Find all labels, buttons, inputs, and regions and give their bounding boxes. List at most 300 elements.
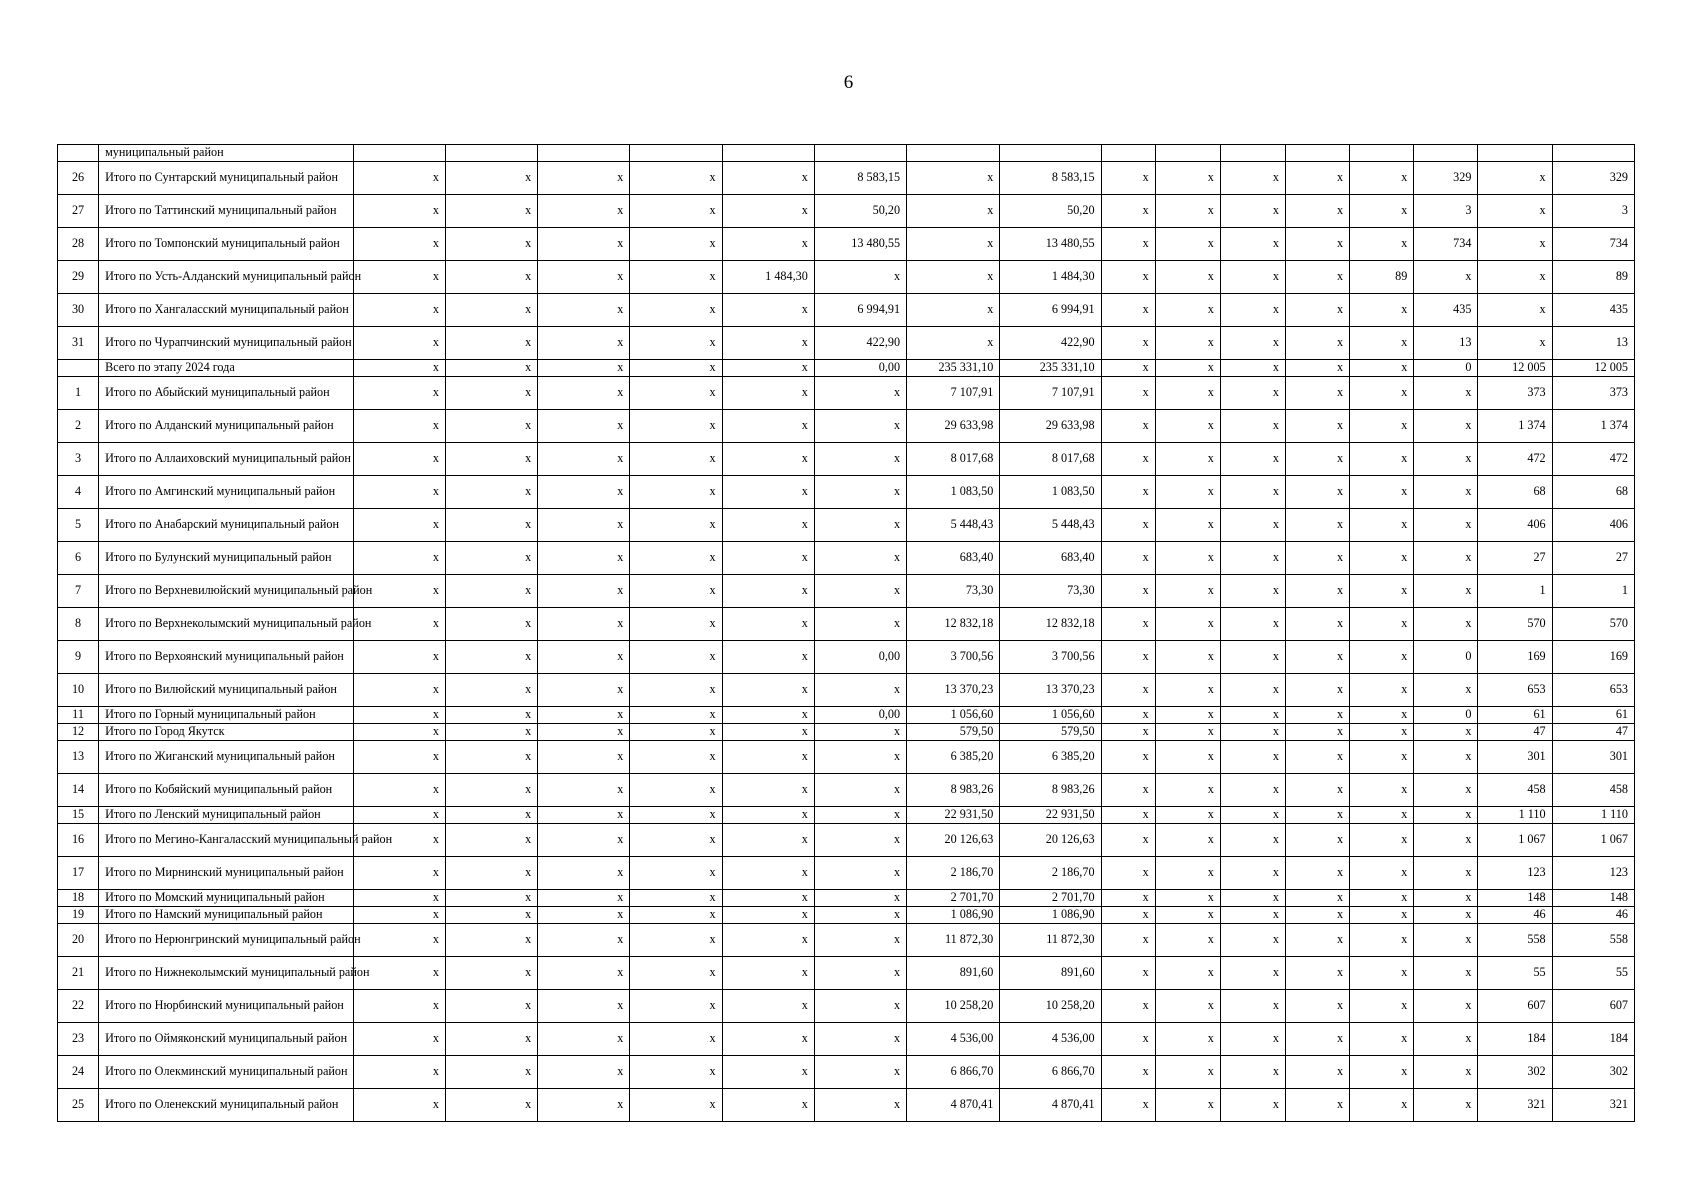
value-cell: x <box>1414 608 1478 641</box>
value-cell: x <box>1101 542 1155 575</box>
value-cell: x <box>1155 857 1220 890</box>
value-cell: x <box>1220 509 1285 542</box>
value-cell: x <box>1220 228 1285 261</box>
value-cell: 579,50 <box>907 724 1000 741</box>
value-cell: 123 <box>1552 857 1634 890</box>
value-cell: 734 <box>1552 228 1634 261</box>
value-cell: x <box>1155 1089 1220 1122</box>
value-cell: 301 <box>1478 741 1552 774</box>
table-row <box>58 1056 1635 1089</box>
value-cell: x <box>814 476 906 509</box>
value-cell: 607 <box>1478 990 1552 1023</box>
value-cell: x <box>1350 824 1414 857</box>
value-cell: x <box>538 542 630 575</box>
value-cell: 46 <box>1478 907 1552 924</box>
value-cell: x <box>722 360 814 377</box>
value-cell: x <box>1350 774 1414 807</box>
value-cell: 235 331,10 <box>1000 360 1101 377</box>
value-cell: x <box>1155 674 1220 707</box>
value-cell: 891,60 <box>1000 957 1101 990</box>
value-cell: x <box>1285 890 1349 907</box>
value-cell: 22 931,50 <box>1000 807 1101 824</box>
value-cell: x <box>353 377 445 410</box>
district-name-cell: Итого по Абыйский муниципальный район <box>99 377 354 410</box>
value-cell: x <box>353 907 445 924</box>
value-cell: 2 186,70 <box>1000 857 1101 890</box>
value-cell: x <box>1285 707 1349 724</box>
table-row <box>58 476 1635 509</box>
value-cell: x <box>1155 377 1220 410</box>
value-cell: x <box>445 707 537 724</box>
value-cell: x <box>630 957 722 990</box>
value-cell: x <box>1220 924 1285 957</box>
value-cell: x <box>1220 608 1285 641</box>
value-cell: 8 583,15 <box>1000 162 1101 195</box>
table-row <box>58 228 1635 261</box>
value-cell: x <box>538 741 630 774</box>
value-cell: x <box>1350 542 1414 575</box>
value-cell: 1 374 <box>1552 410 1634 443</box>
value-cell: x <box>722 162 814 195</box>
value-cell: x <box>1414 807 1478 824</box>
table-row <box>58 957 1635 990</box>
value-cell: x <box>445 410 537 443</box>
value-cell: x <box>538 890 630 907</box>
value-cell: x <box>538 774 630 807</box>
value-cell: x <box>445 824 537 857</box>
value-cell: 123 <box>1478 857 1552 890</box>
value-cell <box>1101 145 1155 162</box>
value-cell: x <box>1220 476 1285 509</box>
value-cell <box>1350 145 1414 162</box>
value-cell: 2 186,70 <box>907 857 1000 890</box>
value-cell: x <box>1285 443 1349 476</box>
value-cell: x <box>353 924 445 957</box>
value-cell: x <box>814 410 906 443</box>
value-cell: x <box>1414 1056 1478 1089</box>
district-name-cell: Итого по Олекминский муниципальный район <box>99 1056 354 1089</box>
value-cell: x <box>1101 774 1155 807</box>
value-cell: x <box>1414 957 1478 990</box>
value-cell: x <box>1220 195 1285 228</box>
value-cell: x <box>353 1023 445 1056</box>
value-cell: x <box>538 707 630 724</box>
value-cell: x <box>814 1089 906 1122</box>
value-cell: x <box>722 294 814 327</box>
value-cell: x <box>353 707 445 724</box>
value-cell: 607 <box>1552 990 1634 1023</box>
value-cell: x <box>630 741 722 774</box>
value-cell: 6 866,70 <box>1000 1056 1101 1089</box>
table-row <box>58 509 1635 542</box>
value-cell: x <box>1101 890 1155 907</box>
value-cell: x <box>630 857 722 890</box>
value-cell: x <box>630 724 722 741</box>
value-cell: 422,90 <box>814 327 906 360</box>
value-cell: x <box>1285 327 1349 360</box>
district-name-cell: Итого по Алданский муниципальный район <box>99 410 354 443</box>
value-cell: 1 083,50 <box>907 476 1000 509</box>
value-cell: 4 870,41 <box>907 1089 1000 1122</box>
value-cell: x <box>1478 228 1552 261</box>
value-cell: 13 <box>1552 327 1634 360</box>
value-cell: 11 872,30 <box>1000 924 1101 957</box>
row-number-cell: 5 <box>58 509 99 542</box>
value-cell: 22 931,50 <box>907 807 1000 824</box>
value-cell: x <box>353 228 445 261</box>
row-number-cell: 4 <box>58 476 99 509</box>
value-cell: x <box>353 741 445 774</box>
value-cell: 50,20 <box>814 195 906 228</box>
value-cell: x <box>445 907 537 924</box>
value-cell: x <box>445 261 537 294</box>
value-cell: x <box>630 608 722 641</box>
value-cell: x <box>538 990 630 1023</box>
value-cell: x <box>445 228 537 261</box>
value-cell: x <box>353 360 445 377</box>
district-name-cell: Итого по Вилюйский муниципальный район <box>99 674 354 707</box>
value-cell: x <box>1101 575 1155 608</box>
value-cell: x <box>1350 476 1414 509</box>
value-cell: x <box>1155 360 1220 377</box>
value-cell: 891,60 <box>907 957 1000 990</box>
value-cell: x <box>445 857 537 890</box>
value-cell: 5 448,43 <box>1000 509 1101 542</box>
value-cell: x <box>1155 707 1220 724</box>
value-cell: 20 126,63 <box>907 824 1000 857</box>
value-cell: 13 370,23 <box>1000 674 1101 707</box>
value-cell: x <box>1155 907 1220 924</box>
row-number-cell: 3 <box>58 443 99 476</box>
value-cell: x <box>1414 575 1478 608</box>
table-row <box>58 641 1635 674</box>
value-cell: x <box>538 608 630 641</box>
value-cell: x <box>1285 857 1349 890</box>
value-cell: x <box>1101 707 1155 724</box>
value-cell: x <box>1350 907 1414 924</box>
value-cell: 321 <box>1552 1089 1634 1122</box>
value-cell: 1 067 <box>1478 824 1552 857</box>
district-name-cell: Итого по Верхневилюйский муниципальный район <box>99 575 354 608</box>
value-cell: x <box>1285 641 1349 674</box>
value-cell: x <box>1414 410 1478 443</box>
value-cell: 13 <box>1414 327 1478 360</box>
value-cell: 6 385,20 <box>907 741 1000 774</box>
value-cell: x <box>1155 924 1220 957</box>
table-row <box>58 162 1635 195</box>
value-cell: x <box>1350 360 1414 377</box>
value-cell: 6 866,70 <box>907 1056 1000 1089</box>
value-cell: x <box>1350 957 1414 990</box>
row-number-cell: 12 <box>58 724 99 741</box>
value-cell: 68 <box>1552 476 1634 509</box>
district-name-cell: Итого по Кобяйский муниципальный район <box>99 774 354 807</box>
value-cell: x <box>353 957 445 990</box>
value-cell: x <box>630 195 722 228</box>
row-number-cell: 28 <box>58 228 99 261</box>
value-cell: x <box>722 1056 814 1089</box>
table-row <box>58 261 1635 294</box>
value-cell: x <box>1350 707 1414 724</box>
district-name-cell: Итого по Нюрбинский муниципальный район <box>99 990 354 1023</box>
value-cell: x <box>1155 957 1220 990</box>
row-number-cell: 9 <box>58 641 99 674</box>
value-cell: x <box>353 774 445 807</box>
value-cell: x <box>353 724 445 741</box>
value-cell: x <box>1350 294 1414 327</box>
value-cell: x <box>1285 1056 1349 1089</box>
value-cell: x <box>538 261 630 294</box>
value-cell: 1 056,60 <box>907 707 1000 724</box>
district-name-cell: Итого по Мирнинский муниципальный район <box>99 857 354 890</box>
district-name-cell: муниципальный район <box>99 145 354 162</box>
value-cell: x <box>1350 509 1414 542</box>
value-cell: x <box>1101 162 1155 195</box>
value-cell: 0,00 <box>814 360 906 377</box>
value-cell: x <box>630 674 722 707</box>
value-cell: x <box>1414 774 1478 807</box>
value-cell: x <box>1220 990 1285 1023</box>
value-cell: x <box>722 724 814 741</box>
value-cell: x <box>722 857 814 890</box>
value-cell: x <box>1155 195 1220 228</box>
page-number: 6 <box>843 72 854 93</box>
value-cell: x <box>1220 857 1285 890</box>
value-cell: 302 <box>1478 1056 1552 1089</box>
value-cell: x <box>445 575 537 608</box>
value-cell: 184 <box>1478 1023 1552 1056</box>
table-row <box>58 360 1635 377</box>
value-cell: x <box>1220 707 1285 724</box>
value-cell: x <box>722 377 814 410</box>
value-cell: x <box>538 195 630 228</box>
value-cell: x <box>353 542 445 575</box>
value-cell: x <box>1285 807 1349 824</box>
value-cell: 10 258,20 <box>907 990 1000 1023</box>
value-cell: 683,40 <box>907 542 1000 575</box>
table-row <box>58 410 1635 443</box>
value-cell: x <box>538 410 630 443</box>
value-cell: x <box>722 924 814 957</box>
value-cell: x <box>1285 957 1349 990</box>
row-number-cell: 27 <box>58 195 99 228</box>
value-cell: x <box>630 294 722 327</box>
value-cell: x <box>445 774 537 807</box>
value-cell: 4 536,00 <box>1000 1023 1101 1056</box>
value-cell: x <box>538 724 630 741</box>
value-cell: x <box>353 327 445 360</box>
value-cell: x <box>1101 476 1155 509</box>
value-cell: x <box>1350 1089 1414 1122</box>
value-cell: 3 <box>1414 195 1478 228</box>
row-number-cell: 10 <box>58 674 99 707</box>
value-cell: x <box>538 228 630 261</box>
table-row <box>58 145 1635 162</box>
value-cell: 1 110 <box>1552 807 1634 824</box>
value-cell: x <box>1220 377 1285 410</box>
district-name-cell: Итого по Оймяконский муниципальный район <box>99 1023 354 1056</box>
table-row <box>58 195 1635 228</box>
value-cell: x <box>1101 824 1155 857</box>
value-cell: 73,30 <box>907 575 1000 608</box>
value-cell: 12 832,18 <box>907 608 1000 641</box>
value-cell: x <box>1101 509 1155 542</box>
value-cell: 1 067 <box>1552 824 1634 857</box>
value-cell: x <box>1101 741 1155 774</box>
value-cell: x <box>907 327 1000 360</box>
value-cell: 435 <box>1552 294 1634 327</box>
row-number-cell: 11 <box>58 707 99 724</box>
value-cell: x <box>538 924 630 957</box>
value-cell: x <box>1350 575 1414 608</box>
value-cell: x <box>538 1023 630 1056</box>
value-cell: 50,20 <box>1000 195 1101 228</box>
value-cell: x <box>538 294 630 327</box>
value-cell: x <box>1285 476 1349 509</box>
value-cell: x <box>1285 1089 1349 1122</box>
value-cell: x <box>1101 857 1155 890</box>
value-cell: x <box>1101 360 1155 377</box>
value-cell: 7 107,91 <box>907 377 1000 410</box>
district-name-cell: Итого по Жиганский муниципальный район <box>99 741 354 774</box>
value-cell: 653 <box>1552 674 1634 707</box>
table-row <box>58 774 1635 807</box>
value-cell: x <box>1220 575 1285 608</box>
value-cell: x <box>722 575 814 608</box>
value-cell: x <box>445 924 537 957</box>
value-cell: x <box>1414 724 1478 741</box>
value-cell: x <box>1220 327 1285 360</box>
value-cell: x <box>445 542 537 575</box>
value-cell: x <box>1155 410 1220 443</box>
value-cell: 61 <box>1478 707 1552 724</box>
value-cell: x <box>1414 907 1478 924</box>
value-cell: x <box>1414 674 1478 707</box>
value-cell: x <box>538 327 630 360</box>
value-cell: x <box>1414 741 1478 774</box>
table-row <box>58 327 1635 360</box>
row-number-cell: 19 <box>58 907 99 924</box>
value-cell: x <box>814 824 906 857</box>
value-cell: 458 <box>1478 774 1552 807</box>
value-cell: x <box>630 707 722 724</box>
value-cell: x <box>1155 990 1220 1023</box>
value-cell: x <box>814 990 906 1023</box>
value-cell: 148 <box>1478 890 1552 907</box>
value-cell: x <box>1350 228 1414 261</box>
value-cell: x <box>1285 824 1349 857</box>
value-cell: x <box>814 261 906 294</box>
table-row <box>58 824 1635 857</box>
value-cell: x <box>1155 575 1220 608</box>
row-number-cell: 16 <box>58 824 99 857</box>
value-cell: x <box>1220 1089 1285 1122</box>
table-row <box>58 924 1635 957</box>
value-cell: 0,00 <box>814 707 906 724</box>
value-cell: x <box>1101 924 1155 957</box>
value-cell: 0 <box>1414 360 1478 377</box>
value-cell: 8 017,68 <box>1000 443 1101 476</box>
value-cell: x <box>1414 890 1478 907</box>
value-cell: x <box>1285 575 1349 608</box>
value-cell: x <box>353 261 445 294</box>
value-cell: x <box>538 575 630 608</box>
value-cell: x <box>722 907 814 924</box>
value-cell: x <box>538 807 630 824</box>
value-cell: x <box>1285 907 1349 924</box>
value-cell: 6 994,91 <box>814 294 906 327</box>
value-cell: 27 <box>1478 542 1552 575</box>
value-cell: 184 <box>1552 1023 1634 1056</box>
value-cell: x <box>630 162 722 195</box>
value-cell: x <box>1350 741 1414 774</box>
value-cell: x <box>1220 907 1285 924</box>
value-cell: x <box>1220 641 1285 674</box>
value-cell: x <box>1155 261 1220 294</box>
value-cell: x <box>630 575 722 608</box>
value-cell: x <box>445 641 537 674</box>
value-cell: x <box>1220 957 1285 990</box>
value-cell: x <box>814 575 906 608</box>
value-cell: x <box>630 443 722 476</box>
value-cell: x <box>1350 1056 1414 1089</box>
value-cell: x <box>1155 741 1220 774</box>
value-cell: x <box>722 1023 814 1056</box>
row-number-cell: 17 <box>58 857 99 890</box>
value-cell: 472 <box>1552 443 1634 476</box>
value-cell: x <box>538 360 630 377</box>
value-cell: x <box>445 1023 537 1056</box>
value-cell: x <box>1101 907 1155 924</box>
value-cell: x <box>538 907 630 924</box>
value-cell: 435 <box>1414 294 1478 327</box>
value-cell: x <box>1155 509 1220 542</box>
value-cell: 2 701,70 <box>907 890 1000 907</box>
value-cell: x <box>445 476 537 509</box>
value-cell: 579,50 <box>1000 724 1101 741</box>
row-number-cell: 29 <box>58 261 99 294</box>
value-cell: x <box>1414 476 1478 509</box>
value-cell: 47 <box>1478 724 1552 741</box>
value-cell: x <box>1101 807 1155 824</box>
value-cell <box>353 145 445 162</box>
row-number-cell: 31 <box>58 327 99 360</box>
value-cell: 13 480,55 <box>814 228 906 261</box>
value-cell: 47 <box>1552 724 1634 741</box>
value-cell: x <box>1101 228 1155 261</box>
value-cell: 1 056,60 <box>1000 707 1101 724</box>
value-cell: x <box>1350 443 1414 476</box>
value-cell <box>722 145 814 162</box>
value-cell: 12 832,18 <box>1000 608 1101 641</box>
value-cell: 55 <box>1478 957 1552 990</box>
value-cell: x <box>722 890 814 907</box>
table-row <box>58 807 1635 824</box>
value-cell: 4 870,41 <box>1000 1089 1101 1122</box>
value-cell: x <box>630 907 722 924</box>
value-cell <box>1414 145 1478 162</box>
district-name-cell: Итого по Усть-Алданский муниципальный район <box>99 261 354 294</box>
row-number-cell: 13 <box>58 741 99 774</box>
value-cell: x <box>1285 294 1349 327</box>
value-cell: x <box>907 294 1000 327</box>
value-cell: x <box>814 857 906 890</box>
row-number-cell: 1 <box>58 377 99 410</box>
value-cell: 55 <box>1552 957 1634 990</box>
value-cell: x <box>1220 774 1285 807</box>
value-cell: x <box>1350 807 1414 824</box>
row-number-cell: 8 <box>58 608 99 641</box>
